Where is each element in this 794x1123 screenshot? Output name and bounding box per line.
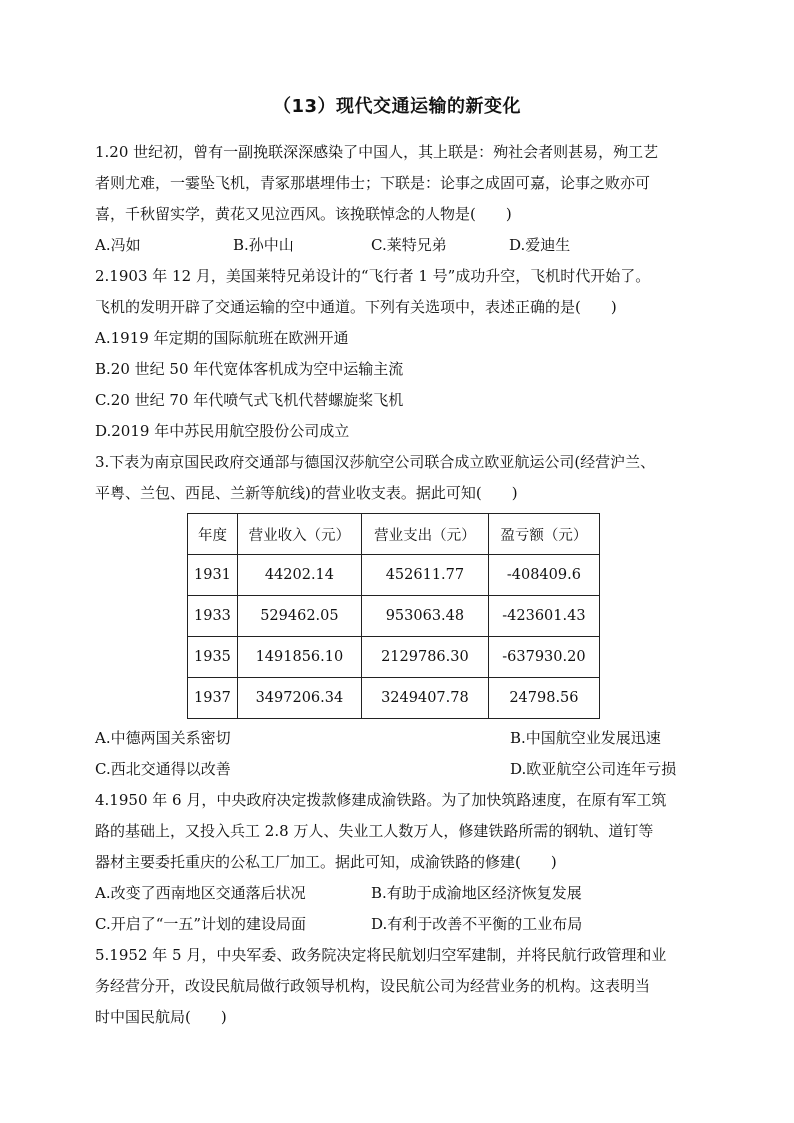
table-cell: 2129786.30 — [361, 637, 488, 678]
options-row — [95, 878, 705, 909]
column-header-expense: 营业支出（元） — [361, 514, 488, 555]
option-b: B.20 世纪 50 年代宽体客机成为空中运输主流 — [95, 360, 404, 378]
table-row — [188, 555, 600, 596]
revenue-table — [187, 513, 600, 719]
option-d: D.有利于改善不平衡的工业布局 — [371, 915, 583, 933]
table-cell: 44202.14 — [237, 555, 361, 596]
option-c: C.莱特兄弟 — [371, 236, 447, 254]
question-5 — [95, 940, 705, 1033]
table-cell: 1937 — [188, 678, 238, 719]
option-b: B.有助于成渝地区经济恢复发展 — [371, 884, 582, 902]
question-text-line: 路的基础上，又投入兵工 2.8 万人、失业工人数万人，修建铁路所需的钢轨、道钉等 — [95, 822, 654, 840]
question-text-line: 5.1952 年 5 月，中央军委、政务院决定将民航划归空军建制，并将民航行政管理和业 — [95, 946, 667, 964]
question-text-line: 2.1903 年 12 月，美国莱特兄弟设计的“飞行者 1 号”成功升空，飞机时代开始了。 — [95, 267, 651, 285]
question-text-line: 时中国民航局( ) — [95, 1008, 227, 1026]
column-header-profit: 盈亏额（元） — [488, 514, 599, 555]
question-text-line: 平粤、兰包、西昆、兰新等航线)的营业收支表。据此可知( ) — [95, 484, 518, 502]
option-c: C.开启了“一五”计划的建设局面 — [95, 915, 307, 933]
table-cell: 3497206.34 — [237, 678, 361, 719]
table-row — [188, 678, 600, 719]
table-cell: -408409.6 — [488, 555, 599, 596]
table-cell: -423601.43 — [488, 596, 599, 637]
option-c: C.20 世纪 70 年代喷气式飞机代替螺旋桨飞机 — [95, 391, 404, 409]
question-3 — [95, 447, 705, 785]
question-text-line: 4.1950 年 6 月，中央政府决定拨款修建成渝铁路。为了加快筑路速度，在原有军工筑 — [95, 791, 667, 809]
table-cell: 1491856.10 — [237, 637, 361, 678]
question-text-line: 飞机的发明开辟了交通运输的空中通道。下列有关选项中，表述正确的是( ) — [95, 298, 617, 316]
table-cell: 24798.56 — [488, 678, 599, 719]
table-row — [188, 637, 600, 678]
table-row — [188, 596, 600, 637]
option-b: B.孙中山 — [233, 236, 294, 254]
option-d: D.2019 年中苏民用航空股份公司成立 — [95, 422, 350, 440]
page-title: （13）现代交通运输的新变化 — [272, 96, 522, 117]
question-1 — [95, 137, 705, 261]
table-cell: 1931 — [188, 555, 238, 596]
option-c: C.西北交通得以改善 — [95, 760, 231, 778]
option-d: D.欧亚航空公司连年亏损 — [510, 760, 677, 778]
question-text-line: 喜，千秋留实学，黄花又见泣西风。该挽联悼念的人物是( ) — [95, 205, 512, 223]
question-text-line: 者则尤难，一霎坠飞机，青冢那堪埋伟士；下联是：论事之成固可嘉，论事之败亦可 — [95, 174, 651, 192]
options-row — [95, 723, 705, 754]
options-row — [95, 909, 705, 940]
column-header-income: 营业收入（元） — [237, 514, 361, 555]
table-cell: -637930.20 — [488, 637, 599, 678]
table-cell: 452611.77 — [361, 555, 488, 596]
question-list — [95, 137, 705, 1033]
table-cell: 953063.48 — [361, 596, 488, 637]
option-b: B.中国航空业发展迅速 — [510, 729, 661, 747]
question-2 — [95, 261, 705, 447]
option-a: A.冯如 — [95, 236, 141, 254]
table-cell: 1935 — [188, 637, 238, 678]
table-cell: 529462.05 — [237, 596, 361, 637]
question-text-line: 1.20 世纪初，曾有一副挽联深深感染了中国人，其上联是：殉社会者则甚易，殉工艺 — [95, 143, 659, 161]
question-text-line: 器材主要委托重庆的公私工厂加工。据此可知，成渝铁路的修建( ) — [95, 853, 557, 871]
question-text-line: 3.下表为南京国民政府交通部与德国汉莎航空公司联合成立欧亚航运公司(经营沪兰、 — [95, 453, 656, 471]
options-row — [95, 230, 705, 261]
question-4 — [95, 785, 705, 940]
option-d: D.爱迪生 — [509, 236, 571, 254]
question-text-line: 务经营分开，改设民航局做行政领导机构，设民航公司为经营业务的机构。这表明当 — [95, 977, 651, 995]
option-a: A.改变了西南地区交通落后状况 — [95, 884, 306, 902]
column-header-year: 年度 — [188, 514, 238, 555]
option-a: A.中德两国关系密切 — [95, 729, 231, 747]
options-row — [95, 754, 705, 785]
option-a: A.1919 年定期的国际航班在欧洲开通 — [95, 329, 349, 347]
table-cell: 1933 — [188, 596, 238, 637]
table-cell: 3249407.78 — [361, 678, 488, 719]
table-header-row — [188, 514, 600, 555]
